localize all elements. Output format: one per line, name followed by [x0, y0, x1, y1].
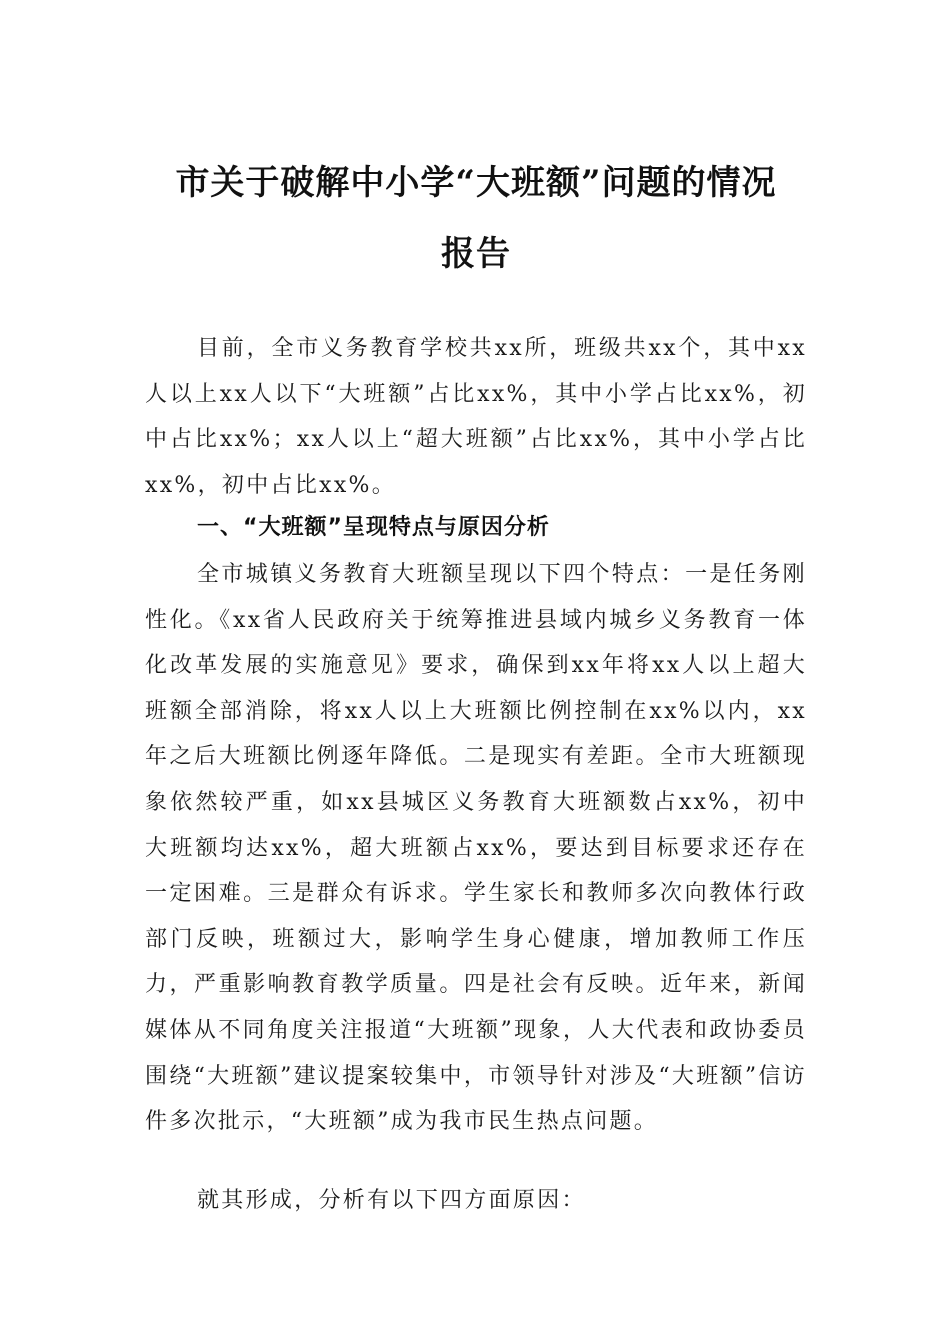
paragraph-causes-intro: 就其形成，分析有以下四方面原因：: [197, 1188, 586, 1213]
document-title-line1: 市关于破解中小学“大班额”问题的情况: [175, 163, 777, 203]
paragraph-intro: 目前，全市义务教育学校共xx所，班级共xx个，其中xx人以上xx人以下“大班额”占比xx%，其中小学占比xx%，初中占比xx%；xx人以上“超大班额”占比xx%，其中小学占比xx%，初中占比xx%。: [145, 336, 807, 498]
document-title-line2: 报告: [441, 234, 511, 274]
section-heading-1: 一、“大班额”呈现特点与原因分析: [197, 515, 550, 540]
paragraph-characteristics: 全市城镇义务教育大班额呈现以下四个特点：一是任务刚性化。《xx省人民政府关于统筹推进县域内城乡义务教育一体化改革发展的实施意见》要求，确保到xx年将xx人以上超大班额全部消除，将xx人以上大班额比例控制在xx%以内，xx年之后大班额比例逐年降低。二是现实有差距。全市大班额现象依然较严重，如xx县城区义务教育大班额数占xx%，初中大班额均达xx%，超大班额占xx%，要达到目标要求还存在一定困难。三是群众有诉求。学生家长和教师多次向教体行政部门反映，班额过大，影响学生身心健康，增加教师工作压力，严重影响教育教学质量。四是社会有反映。近年来，新闻媒体从不同角度关注报道“大班额”现象，人大代表和政协委员围绕“大班额”建议提案较集中，市领导针对涉及“大班额”信访件多次批示，“大班额”成为我市民生热点问题。: [145, 562, 807, 1135]
